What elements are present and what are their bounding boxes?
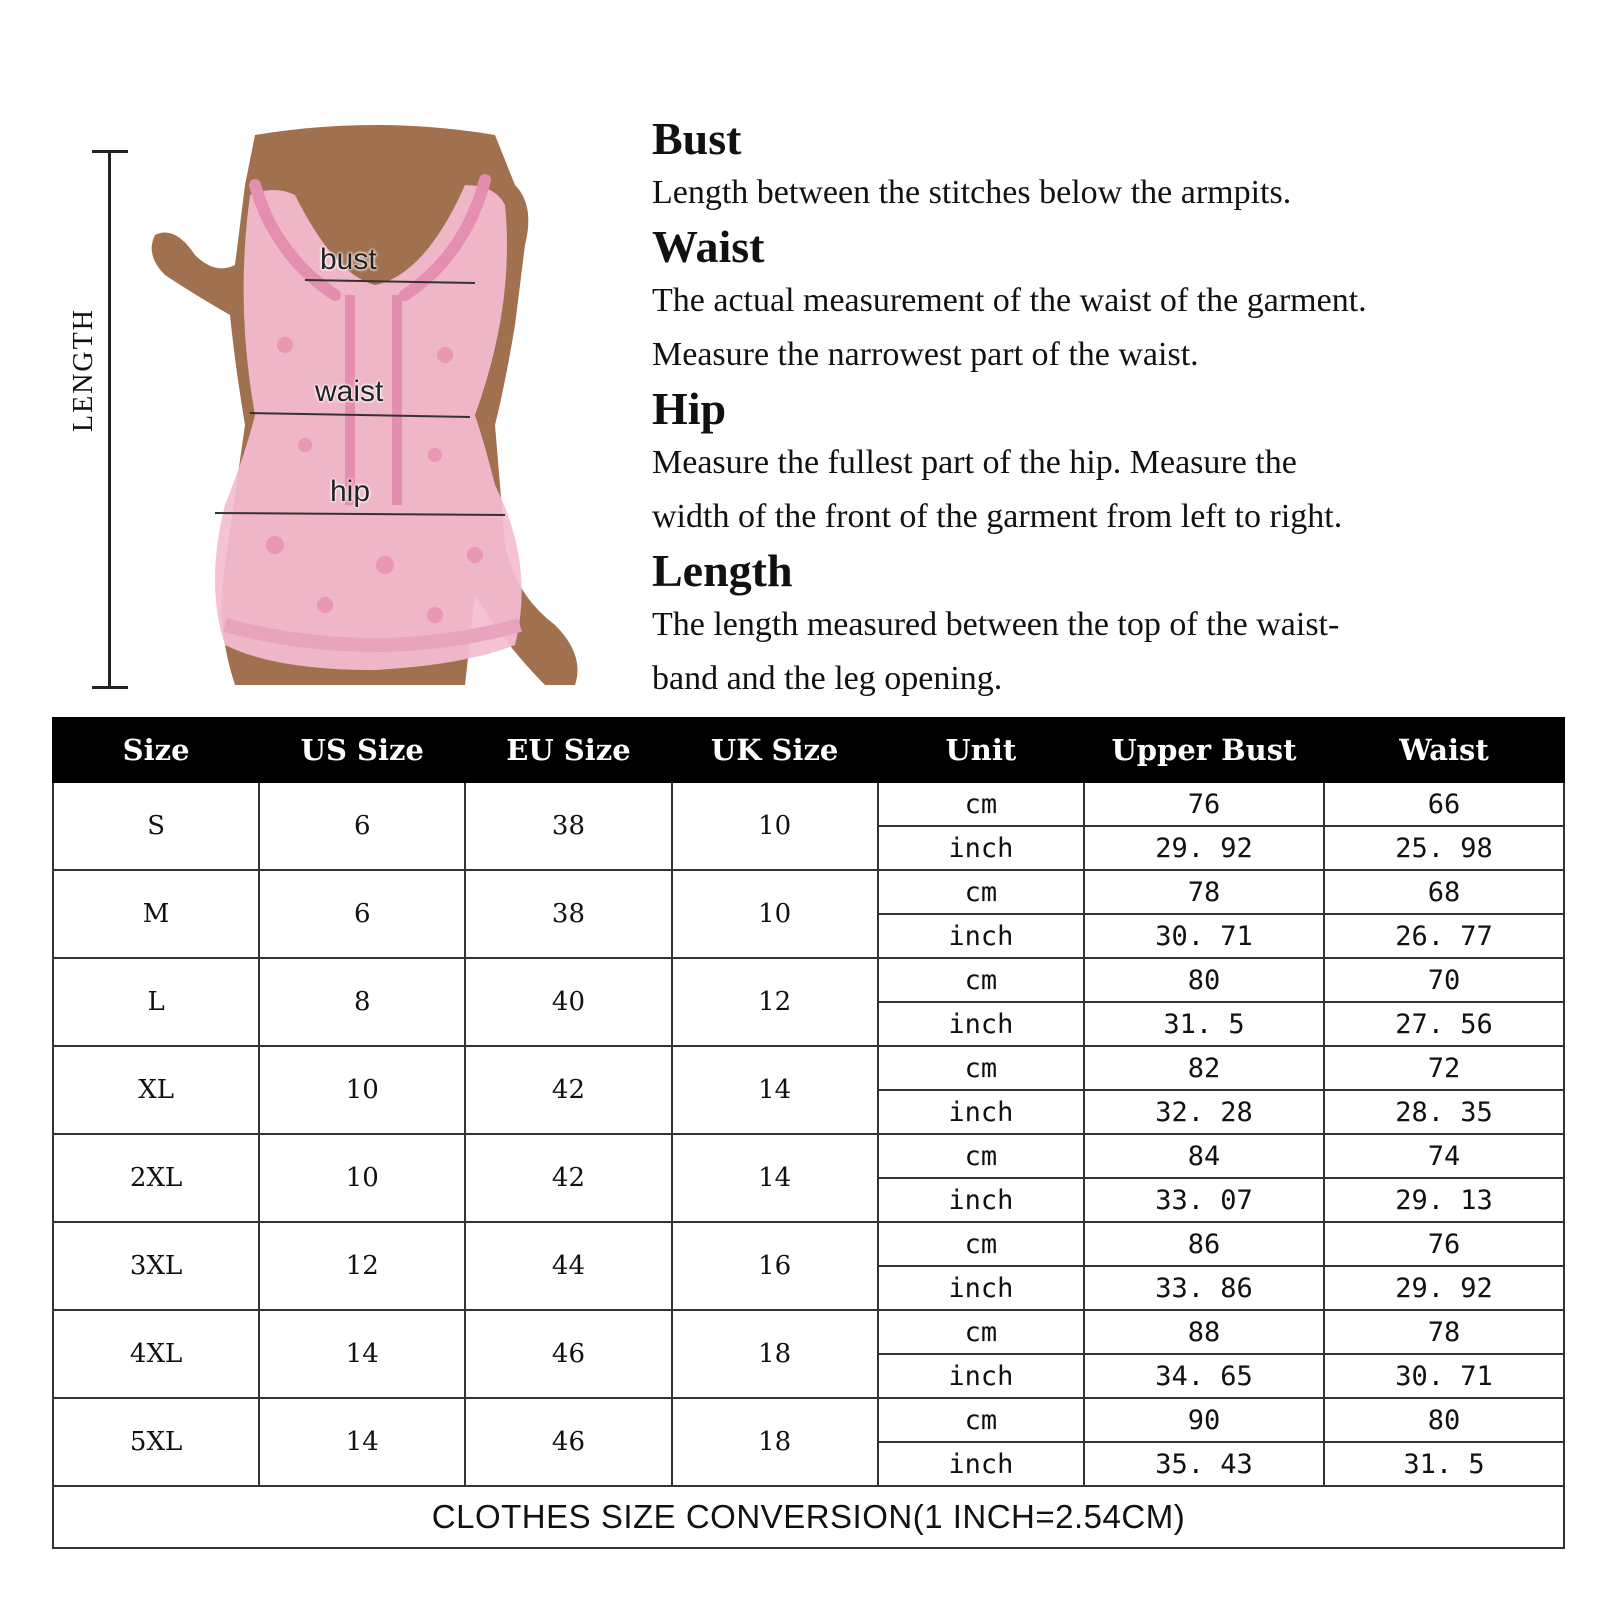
waist-cell: 66: [1324, 782, 1564, 826]
uk-size-cell: 10: [672, 870, 878, 958]
uk-size-cell: 18: [672, 1398, 878, 1486]
table-header-row: [53, 718, 1564, 782]
waist-cell: 80: [1324, 1398, 1564, 1442]
header-upper-bust: Upper Bust: [1084, 718, 1324, 782]
size-cell: M: [53, 870, 259, 958]
waist-cell: 70: [1324, 958, 1564, 1002]
upper-bust-cell: 84: [1084, 1134, 1324, 1178]
eu-size-cell: 42: [465, 1134, 671, 1222]
upper-bust-cell: 32. 28: [1084, 1090, 1324, 1134]
uk-size-cell: 18: [672, 1310, 878, 1398]
desc-term-length: Length: [652, 545, 793, 596]
size-cell: L: [53, 958, 259, 1046]
desc-text-hip-2: width of the front of the garment from left to right.: [652, 498, 1343, 535]
us-size-cell: 6: [259, 782, 465, 870]
waist-cell: 68: [1324, 870, 1564, 914]
size-cell: 5XL: [53, 1398, 259, 1486]
waist-cell: 27. 56: [1324, 1002, 1564, 1046]
upper-bust-cell: 90: [1084, 1398, 1324, 1442]
desc-text-length-2: band and the leg opening.: [652, 660, 1003, 697]
waist-cell: 25. 98: [1324, 826, 1564, 870]
table-row: [53, 870, 1564, 914]
desc-text-waist-1: The actual measurement of the waist of the garment.: [652, 282, 1367, 319]
upper-bust-cell: 31. 5: [1084, 1002, 1324, 1046]
us-size-cell: 14: [259, 1310, 465, 1398]
eu-size-cell: 46: [465, 1310, 671, 1398]
uk-size-cell: 14: [672, 1046, 878, 1134]
table-row: [53, 1310, 1564, 1354]
upper-bust-cell: 33. 86: [1084, 1266, 1324, 1310]
us-size-cell: 12: [259, 1222, 465, 1310]
table-row: [53, 782, 1564, 826]
header-size: Size: [53, 718, 259, 782]
bust-label: bust: [320, 243, 377, 276]
waist-cell: 30. 71: [1324, 1354, 1564, 1398]
garment-figure: [135, 125, 615, 695]
waist-cell: 26. 77: [1324, 914, 1564, 958]
eu-size-cell: 38: [465, 870, 671, 958]
table-row: [53, 1046, 1564, 1090]
us-size-cell: 10: [259, 1046, 465, 1134]
eu-size-cell: 46: [465, 1398, 671, 1486]
unit-cell: inch: [878, 914, 1084, 958]
unit-cell: cm: [878, 1046, 1084, 1090]
eu-size-cell: 38: [465, 782, 671, 870]
table-row: [53, 958, 1564, 1002]
unit-cell: inch: [878, 1178, 1084, 1222]
size-cell: XL: [53, 1046, 259, 1134]
unit-cell: cm: [878, 1310, 1084, 1354]
length-cap-bottom: [92, 686, 128, 689]
hip-label: hip: [330, 475, 371, 508]
unit-cell: cm: [878, 1134, 1084, 1178]
size-cell: 3XL: [53, 1222, 259, 1310]
waist-label: waist: [315, 375, 384, 408]
unit-cell: inch: [878, 1090, 1084, 1134]
upper-bust-cell: 76: [1084, 782, 1324, 826]
us-size-cell: 14: [259, 1398, 465, 1486]
desc-text-bust-1: Length between the stitches below the armpits.: [652, 174, 1292, 211]
unit-cell: inch: [878, 826, 1084, 870]
uk-size-cell: 10: [672, 782, 878, 870]
waist-cell: 78: [1324, 1310, 1564, 1354]
desc-text-waist-2: Measure the narrowest part of the waist.: [652, 336, 1199, 373]
waist-cell: 29. 92: [1324, 1266, 1564, 1310]
unit-cell: inch: [878, 1442, 1084, 1486]
upper-bust-cell: 33. 07: [1084, 1178, 1324, 1222]
eu-size-cell: 40: [465, 958, 671, 1046]
table-footer-row: [53, 1486, 1564, 1548]
size-cell: 2XL: [53, 1134, 259, 1222]
size-chart: [52, 717, 1565, 1549]
header-uk-size: UK Size: [672, 718, 878, 782]
size-cell: 4XL: [53, 1310, 259, 1398]
header-us-size: US Size: [259, 718, 465, 782]
upper-bust-cell: 86: [1084, 1222, 1324, 1266]
upper-bust-cell: 30. 71: [1084, 914, 1324, 958]
table-row: [53, 1134, 1564, 1178]
unit-cell: inch: [878, 1354, 1084, 1398]
waist-cell: 76: [1324, 1222, 1564, 1266]
unit-cell: cm: [878, 782, 1084, 826]
us-size-cell: 8: [259, 958, 465, 1046]
waist-cell: 29. 13: [1324, 1178, 1564, 1222]
table-row: [53, 1398, 1564, 1442]
size-table: [52, 717, 1565, 1549]
waist-cell: 28. 35: [1324, 1090, 1564, 1134]
waist-cell: 72: [1324, 1046, 1564, 1090]
size-cell: S: [53, 782, 259, 870]
desc-term-bust: Bust: [652, 113, 742, 164]
header-waist: Waist: [1324, 718, 1564, 782]
desc-term-hip: Hip: [652, 383, 727, 434]
eu-size-cell: 44: [465, 1222, 671, 1310]
size-conversion-note: CLOTHES SIZE CONVERSION(1 INCH=2.54CM): [53, 1486, 1564, 1548]
uk-size-cell: 12: [672, 958, 878, 1046]
uk-size-cell: 14: [672, 1134, 878, 1222]
table-row: [53, 1222, 1564, 1266]
unit-cell: inch: [878, 1002, 1084, 1046]
upper-bust-cell: 80: [1084, 958, 1324, 1002]
us-size-cell: 10: [259, 1134, 465, 1222]
unit-cell: cm: [878, 958, 1084, 1002]
table-body: [53, 782, 1564, 1486]
garment-illustration: [135, 125, 615, 695]
upper-bust-cell: 29. 92: [1084, 826, 1324, 870]
length-label: LENGTH: [68, 308, 99, 432]
upper-bust-cell: 34. 65: [1084, 1354, 1324, 1398]
unit-cell: cm: [878, 870, 1084, 914]
length-indicator-line: [108, 150, 111, 688]
measurement-descriptions: [652, 112, 1582, 706]
upper-bust-cell: 82: [1084, 1046, 1324, 1090]
unit-cell: inch: [878, 1266, 1084, 1310]
upper-bust-cell: 88: [1084, 1310, 1324, 1354]
upper-bust-cell: 78: [1084, 870, 1324, 914]
upper-bust-cell: 35. 43: [1084, 1442, 1324, 1486]
unit-cell: cm: [878, 1398, 1084, 1442]
eu-size-cell: 42: [465, 1046, 671, 1134]
waist-cell: 31. 5: [1324, 1442, 1564, 1486]
header-unit: Unit: [878, 718, 1084, 782]
desc-text-length-1: The length measured between the top of the waist-: [652, 606, 1340, 643]
uk-size-cell: 16: [672, 1222, 878, 1310]
header-eu-size: EU Size: [465, 718, 671, 782]
us-size-cell: 6: [259, 870, 465, 958]
waist-cell: 74: [1324, 1134, 1564, 1178]
desc-text-hip-1: Measure the fullest part of the hip. Measure the: [652, 444, 1297, 481]
desc-term-waist: Waist: [652, 221, 765, 272]
unit-cell: cm: [878, 1222, 1084, 1266]
